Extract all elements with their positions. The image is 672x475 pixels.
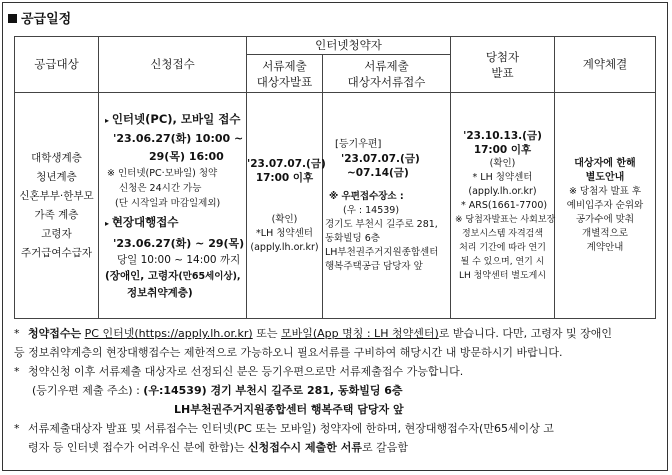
docs-receipt-place-label: ※ 우편접수장소 : — [329, 190, 404, 202]
docs-announce-date: '23.07.07.(금) — [247, 157, 326, 170]
winner-note-2: 정보시스템 자격검색 — [461, 228, 544, 239]
asterisk: * — [14, 327, 20, 340]
docs-receipt-date-start: '23.07.07.(금) — [341, 152, 420, 165]
header-docs-receipt — [323, 55, 451, 93]
winner-note-1: ※ 당첨자발표는 사회보장 — [455, 214, 556, 225]
note-3-line-2 — [14, 438, 664, 457]
docs-receipt-addr-4: 행복주택공급 담당자 앞 — [325, 260, 423, 272]
online-note-3: (단 시작일과 마감일제외) — [115, 197, 221, 209]
onsite-who-1a: (장애인, 고령자 — [105, 269, 179, 282]
winner-site: (apply.lh.or.kr) — [468, 185, 537, 197]
winner-date: '23.10.13.(금) — [463, 129, 542, 142]
asterisk: * — [14, 365, 20, 378]
mobile-app-link[interactable]: 모바일(App 명칭 : LH 청약센터) — [280, 327, 439, 340]
docs-receipt-method: [등기우편] — [335, 138, 382, 150]
header-row — [15, 37, 656, 55]
schedule-body-row — [15, 93, 656, 319]
note-3-text-2c: 로 갈음함 — [361, 441, 408, 454]
target-item: 청년계층 — [36, 170, 77, 183]
spacer — [325, 180, 448, 190]
target-item: 가족 계층 — [34, 208, 79, 221]
header-winner-line1: 당첨자 — [485, 49, 520, 64]
winner-center: * LH 청약센터 — [472, 171, 533, 183]
header-contract: 계약체결 — [555, 37, 656, 93]
contract-line-4: 예비입주자 순위와 — [566, 199, 644, 211]
online-title-text: 인터넷(PC), 모바일 접수 — [111, 111, 241, 126]
notes-section — [14, 324, 664, 457]
contract-line-2: 별도안내 — [585, 171, 625, 183]
online-note-2: 신청은 24시간 가능 — [119, 182, 202, 194]
target-item: 고령자 — [41, 227, 72, 240]
online-date-start: '23.06.27(화) 10:00 ~ — [113, 131, 244, 145]
docs-receipt-addr-3: LH부천권주거지원종합센터 — [325, 246, 439, 258]
header-docs-announce — [247, 55, 323, 93]
docs-receipt-addr-1: 경기도 부천시 길주로 281, — [325, 218, 438, 230]
note-1-rest: 로 받습니다. 다만, 고령자 및 장애인 — [438, 327, 613, 340]
target-item: 주거급여수급자 — [20, 246, 92, 259]
target-item: 신혼부부·한부모 — [19, 189, 94, 202]
note-3-text-2b: 신청접수시 제출한 서류 — [248, 441, 362, 454]
winner-note-5: LH 청약센터 별도게시 — [458, 270, 547, 281]
onsite-who-2: 정보취약계층) — [127, 286, 193, 299]
section-title-text: 공급일정 — [21, 12, 72, 27]
contract-line-7: 계약안내 — [586, 241, 624, 253]
apply-cell — [99, 93, 247, 319]
asterisk: * — [14, 422, 20, 435]
header-target: 공급대상 — [15, 37, 99, 93]
docs-receipt-zip: (우 : 14539) — [343, 204, 400, 216]
note-2 — [14, 362, 664, 381]
online-date-end: 29(목) 16:00 — [149, 149, 224, 163]
schedule-table — [14, 36, 656, 319]
header-docs-announce-line2: 대상자발표 — [256, 74, 313, 89]
note-2-address-recipient: LH부천권주거지원종합센터 행복주택 담당자 앞 — [174, 403, 404, 416]
note-1 — [14, 324, 664, 343]
header-winner — [451, 37, 555, 93]
header-winner-line2: 발표 — [491, 65, 514, 80]
square-bullet-icon — [8, 14, 17, 23]
contract-cell — [555, 93, 656, 319]
note-3-text-2a: 령자 등 인터넷 접수가 어려우신 분에 한함)는 — [28, 441, 249, 454]
header-docs-announce-line1: 서류제출 — [262, 58, 307, 73]
winner-ars: * ARS(1661-7700) — [461, 199, 548, 211]
winner-cell — [451, 93, 555, 319]
onsite-title — [105, 211, 246, 235]
note-2-text: 청약신청 이후 서류제출 대상자로 선정되신 분은 등기우편으로만 서류제출접수 가능합니다. — [28, 365, 464, 378]
docs-announce-site: (apply.lh.or.kr) — [250, 241, 319, 253]
docs-announce-center: *LH 청약센터 — [256, 227, 313, 239]
header-apply: 신청접수 — [99, 37, 247, 93]
docs-receipt-date-end: ~07.14(금) — [347, 166, 409, 179]
winner-note-4: 될 수 있으며, 연기 시 — [460, 256, 545, 267]
spacer — [247, 185, 322, 213]
note-3 — [14, 419, 664, 438]
header-internet: 인터넷청약자 — [247, 37, 451, 55]
winner-note-3: 처리 기간에 따라 연기 — [459, 242, 546, 253]
onsite-hours: 당일 10:00 ~ 14:00 까지 — [117, 253, 241, 266]
section-title — [8, 8, 71, 27]
onsite-title-text: 현장대행접수 — [111, 214, 179, 229]
winner-check: (확인) — [489, 157, 516, 169]
contract-line-6: 개별적으로 — [582, 227, 628, 239]
onsite-date: '23.06.27(화) ~ 29(목) — [113, 236, 245, 250]
docs-receipt-cell — [323, 93, 451, 319]
contract-line-5: 공가수에 맞춰 — [575, 213, 635, 225]
triangle-bullet-icon: ▸ — [105, 218, 112, 228]
online-title — [105, 110, 246, 130]
note-1-mid: 또는 — [252, 327, 281, 340]
header-docs-receipt-line2: 대상자서류접수 — [347, 74, 426, 89]
note-2-address-label: (등기우편 제출 주소) : — [32, 384, 144, 397]
target-cell — [15, 93, 99, 319]
docs-announce-cell — [247, 93, 326, 319]
contract-line-3: ※ 당첨자 발표 후 — [568, 185, 642, 197]
note-3-text-1: 서류제출대상자 발표 및 서류접수는 인터넷(PC 또는 모바일) 청약자에 한하며, 현장대행접수자(만65세이상 고 — [28, 422, 554, 435]
docs-announce-time: 17:00 이후 — [255, 171, 314, 184]
docs-receipt-addr-2: 동화빌딩 6층 — [325, 232, 380, 244]
triangle-bullet-icon: ▸ — [105, 115, 112, 125]
contract-line-1: 대상자에 한해 — [574, 157, 636, 169]
note-1-line-2: 등 정보취약계층의 현장대행접수는 제한적으로 가능하오니 필요서류를 구비하여 해당시간 내 방문하시기 바랍니다. — [14, 346, 563, 359]
onsite-who-1 — [105, 268, 246, 285]
winner-time: 17:00 이후 — [473, 143, 532, 156]
note-2-address-value: (우:14539) 경기 부천시 길주로 281, 동화빌딩 6층 — [143, 384, 403, 397]
note-2-address — [14, 381, 664, 400]
online-note-1: ※ 인터넷(PC·모바일) 청약 — [107, 167, 218, 179]
pc-link[interactable]: PC 인터넷(https://apply.lh.or.kr) — [84, 327, 253, 340]
docs-announce-check: (확인) — [271, 213, 298, 225]
target-item: 대학생계층 — [31, 151, 82, 164]
note-1-bold: 청약접수는 — [28, 327, 82, 340]
header-docs-receipt-line1: 서류제출 — [364, 58, 409, 73]
onsite-who-1b: (만65세이상), — [178, 270, 241, 282]
